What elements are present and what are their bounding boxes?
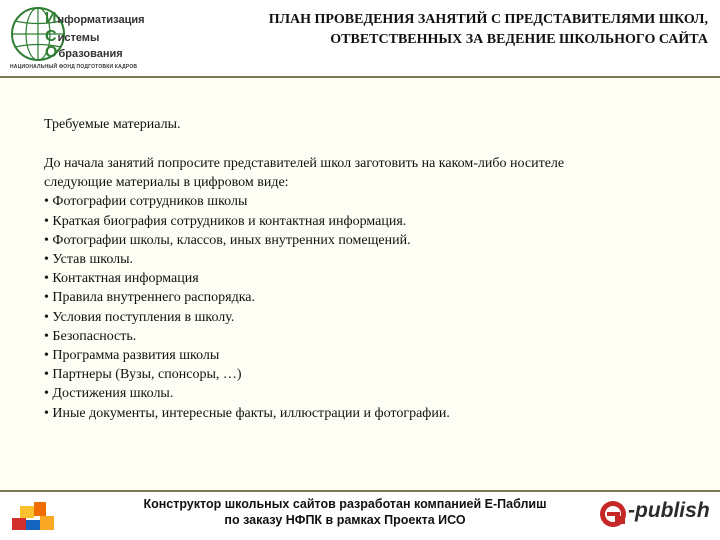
content-area (0, 78, 720, 490)
logo-initial-3: О (45, 44, 58, 61)
footer-line-2: по заказу НФПК в рамках Проекта ИСО (224, 513, 466, 527)
logo-line-3 (45, 44, 123, 62)
footer-credits (100, 496, 590, 528)
list-item: • Безопасность. (44, 327, 684, 346)
header (0, 0, 720, 78)
logo-line-1 (45, 10, 145, 28)
list-item: • Устав школы. (44, 250, 684, 269)
list-item: • Правила внутреннего распорядка. (44, 288, 684, 307)
page-title-line-1: ПЛАН ПРОВЕДЕНИЯ ЗАНЯТИЙ С ПРЕДСТАВИТЕЛЯМИ ШКОЛ, (268, 12, 708, 27)
list-item: • Иные документы, интересные факты, иллюстрации и фотографии. (44, 404, 684, 423)
page-title-line-2: ОТВЕТСТВЕННЫХ ЗА ВЕДЕНИЕ ШКОЛЬНОГО САЙТА (330, 32, 708, 47)
list-item: • Фотографии сотрудников школы (44, 192, 684, 211)
list-item: • Контактная информация (44, 269, 684, 288)
epublish-logo-text: -publish (628, 499, 710, 522)
intro-line-1: До начала занятий попросите представителей школ заготовить на каком-либо носителе (44, 156, 565, 171)
epublish-logo (598, 498, 714, 530)
section-heading: Требуемые материалы. (44, 117, 181, 132)
list-item: • Программа развития школы (44, 346, 684, 365)
logo-text-1: нформатизация (57, 14, 145, 26)
e-swirl-icon (598, 498, 628, 530)
list-item: • Краткая биография сотрудников и контактная информация. (44, 212, 684, 231)
materials-text (44, 154, 684, 423)
list-item: • Условия поступления в школу. (44, 308, 684, 327)
footer (0, 492, 720, 540)
footer-line-1: Конструктор школьных сайтов разработан компанией Е-Паблиш (143, 497, 547, 511)
logo-text-3: бразования (58, 48, 123, 60)
page-title (188, 10, 708, 50)
logo-text-2: истемы (57, 32, 100, 44)
intro-line-2: следующие материалы в цифровом виде: (44, 175, 289, 191)
materials-list (44, 192, 684, 422)
list-item: • Достижения школы. (44, 384, 684, 403)
list-item: • Партнеры (Вузы, спонсоры, …) (44, 365, 684, 384)
list-item: • Фотографии школы, классов, иных внутренних помещений. (44, 231, 684, 250)
logo-subtitle: НАЦИОНАЛЬНЫЙ ФОНД ПОДГОТОВКИ КАДРОВ (10, 64, 138, 70)
logo-initial-1: И (45, 10, 57, 27)
logo-initial-2: С (45, 28, 57, 45)
blocks-logo-icon (8, 498, 58, 534)
iso-logo (8, 4, 158, 76)
